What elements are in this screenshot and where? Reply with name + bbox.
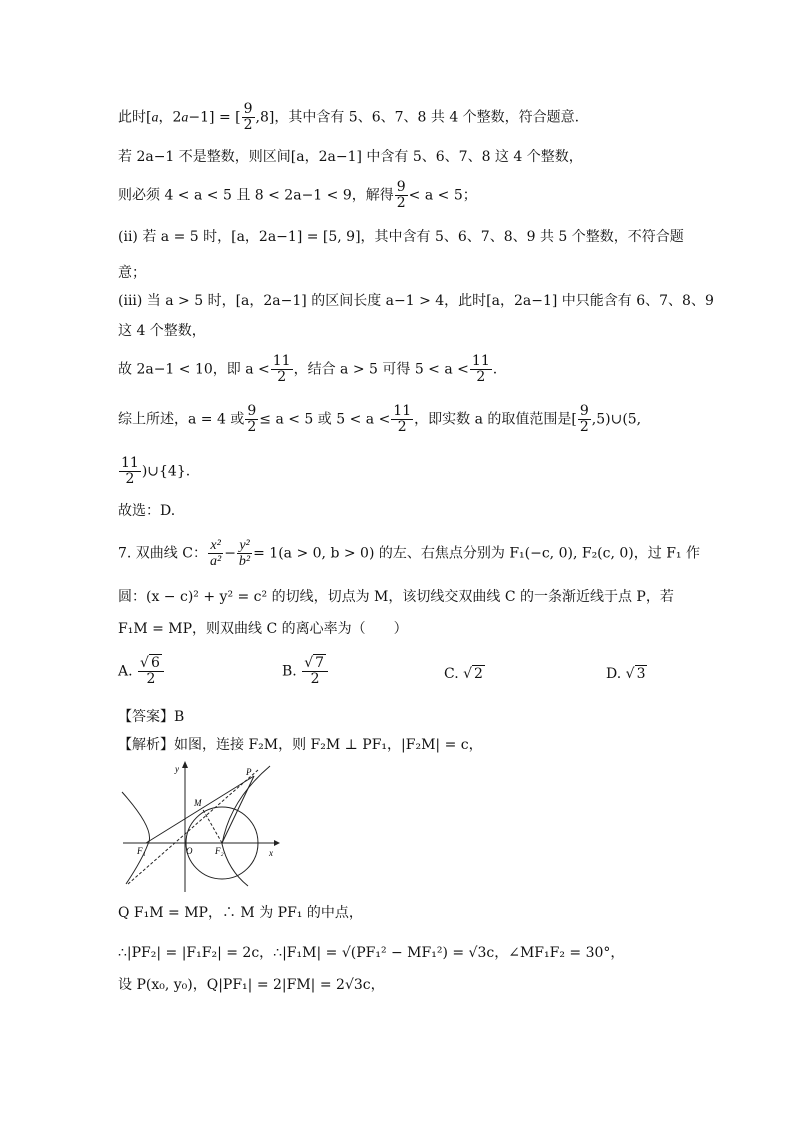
fraction xyxy=(271,354,293,385)
option-c: C. √ 2 xyxy=(444,666,483,682)
text: ，即实数 a 的取值范围是[ xyxy=(414,411,577,428)
numerator: 9 xyxy=(579,403,589,419)
line-7: 这 4 个整数， xyxy=(118,323,206,339)
fraction xyxy=(470,354,492,385)
option-a xyxy=(118,656,165,687)
radicand: 6 xyxy=(150,655,160,671)
answer: 【答案】B xyxy=(118,709,185,725)
line-4: (ii) 若 a = 5 时，[a，2a−1] = [5, 9]，其中含有 5、6、7、8、9 共 5 个整数，不符合题 xyxy=(118,229,684,245)
denominator: 2 xyxy=(277,369,287,385)
text: < a < 5； xyxy=(408,187,477,204)
fraction xyxy=(208,538,223,569)
label-f1: F₁ xyxy=(137,846,146,856)
question-7-line-3: F₁M = MP，则双曲线 C 的离心率为（ ） xyxy=(118,621,408,637)
segment-f2m xyxy=(202,808,222,843)
denominator: 2 xyxy=(310,671,320,687)
label-x: x xyxy=(269,848,273,858)
numerator: 9 xyxy=(243,101,253,117)
denominator: 2 xyxy=(247,419,257,435)
option-b xyxy=(282,656,329,687)
numerator: x² xyxy=(210,538,221,553)
line-10 xyxy=(118,456,190,487)
solution-line-2: ∴|PF₂| = |F₁F₂| = 2c，∴|F₁M| = √(PF₁² − MF₁²) = √3c，∠MF₁F₂ = 30°， xyxy=(118,945,625,961)
denominator: 2 xyxy=(397,419,407,435)
analysis: 【解析】如图，连接 F₂M，则 F₂M ⊥ PF₁，|F₂M| = c， xyxy=(118,737,483,753)
numerator: √ 7 xyxy=(302,656,328,672)
text: 故 2a−1 < 10，即 a < xyxy=(118,361,270,378)
x-axis-arrow xyxy=(274,840,280,846)
text: − xyxy=(224,545,236,562)
line-1 xyxy=(118,102,579,133)
radicand: 3 xyxy=(636,666,646,682)
line-5: 意； xyxy=(118,265,146,281)
numerator: √ 6 xyxy=(138,656,164,672)
numerator: 11 xyxy=(272,353,291,369)
text: = 1(a > 0, b > 0) 的左、右焦点分别为 F₁(−c, 0), F₂(c, 0)，过 F₁ 作 xyxy=(253,545,700,562)
denominator: 2 xyxy=(579,419,589,435)
radicand: 7 xyxy=(315,655,325,671)
text: 则必须 4 < a < 5 且 8 < 2a−1 < 9，解得 xyxy=(118,187,394,204)
text: a xyxy=(181,110,189,126)
line-6: (iii) 当 a > 5 时，[a，2a−1] 的区间长度 a−1 > 4，此时[a，2a−1] 中只能含有 6、7、8、9 xyxy=(118,293,714,309)
fraction xyxy=(391,404,413,435)
label-o: O xyxy=(186,846,193,856)
text: 综上所述，a = 4 或 xyxy=(118,411,245,428)
line-2: 若 2a−1 不是整数，则区间[a，2a−1] 中含有 5、6、7、8 这 4 个整数， xyxy=(118,149,583,165)
y-axis-arrow xyxy=(182,761,188,768)
fraction xyxy=(242,102,255,133)
radicand: 2 xyxy=(474,666,483,682)
fraction xyxy=(237,538,252,569)
hyperbola-left-branch xyxy=(122,792,150,884)
fraction xyxy=(138,656,164,687)
fraction xyxy=(119,456,141,487)
asymptote xyxy=(128,770,258,884)
numerator: 9 xyxy=(247,403,257,419)
denominator: 2 xyxy=(243,117,253,133)
numerator: 11 xyxy=(471,353,490,369)
question-7-line-2: 圆：(x − c)² + y² = c² 的切线，切点为 M，该切线交双曲线 C 的一条渐近线于点 P，若 xyxy=(118,589,674,605)
label-m: M xyxy=(194,798,202,808)
denominator: 2 xyxy=(476,369,486,385)
denominator: 2 xyxy=(396,195,406,211)
text: ，2 xyxy=(158,109,182,126)
line-8 xyxy=(118,354,497,385)
text: ,5)∪(5, xyxy=(591,411,642,428)
option-d: D. √ 3 xyxy=(606,666,646,682)
solution-line-1: Q F₁M = MP，∴ M 为 PF₁ 的中点， xyxy=(118,905,363,921)
label-f2: F₂ xyxy=(215,846,224,856)
question-7-line-1 xyxy=(118,538,700,569)
fraction xyxy=(578,404,591,435)
numerator: y² xyxy=(239,538,250,553)
denominator: 2 xyxy=(146,671,156,687)
option-label: D. xyxy=(606,666,622,682)
solution-line-3: 设 P(x₀, y₀)，Q|PF₁| = 2|FM| = 2√3c， xyxy=(118,977,385,993)
option-label: B. xyxy=(282,663,297,680)
text: )∪{4}. xyxy=(141,463,191,480)
text: a xyxy=(151,110,159,126)
denominator: b² xyxy=(238,554,251,569)
option-label: A. xyxy=(118,663,133,680)
fraction xyxy=(245,404,258,435)
line-3 xyxy=(118,180,477,211)
option-label: C. xyxy=(444,666,459,682)
text: . xyxy=(492,361,498,378)
label-y: y xyxy=(175,764,179,774)
fraction xyxy=(395,180,408,211)
text: ≤ a < 5 或 5 < a < xyxy=(259,411,391,428)
fraction xyxy=(302,656,328,687)
text: 7. 双曲线 C： xyxy=(118,545,207,562)
numerator: 11 xyxy=(121,455,139,471)
text: −1] = [ xyxy=(188,109,241,126)
numerator: 11 xyxy=(393,403,412,419)
hyperbola-right-branch xyxy=(222,766,270,886)
denominator: a² xyxy=(209,554,222,569)
text: 此时[ xyxy=(118,109,152,126)
denominator: 2 xyxy=(125,471,135,487)
text: ，结合 a > 5 可得 5 < a < xyxy=(293,361,469,378)
line-9 xyxy=(118,404,641,435)
text: ,8]，其中含有 5、6、7、8 共 4 个整数，符合题意. xyxy=(255,109,580,126)
hyperbola-diagram xyxy=(118,760,280,894)
line-11: 故选：D. xyxy=(118,503,176,519)
numerator: 9 xyxy=(396,179,406,195)
label-p: P xyxy=(246,767,252,777)
